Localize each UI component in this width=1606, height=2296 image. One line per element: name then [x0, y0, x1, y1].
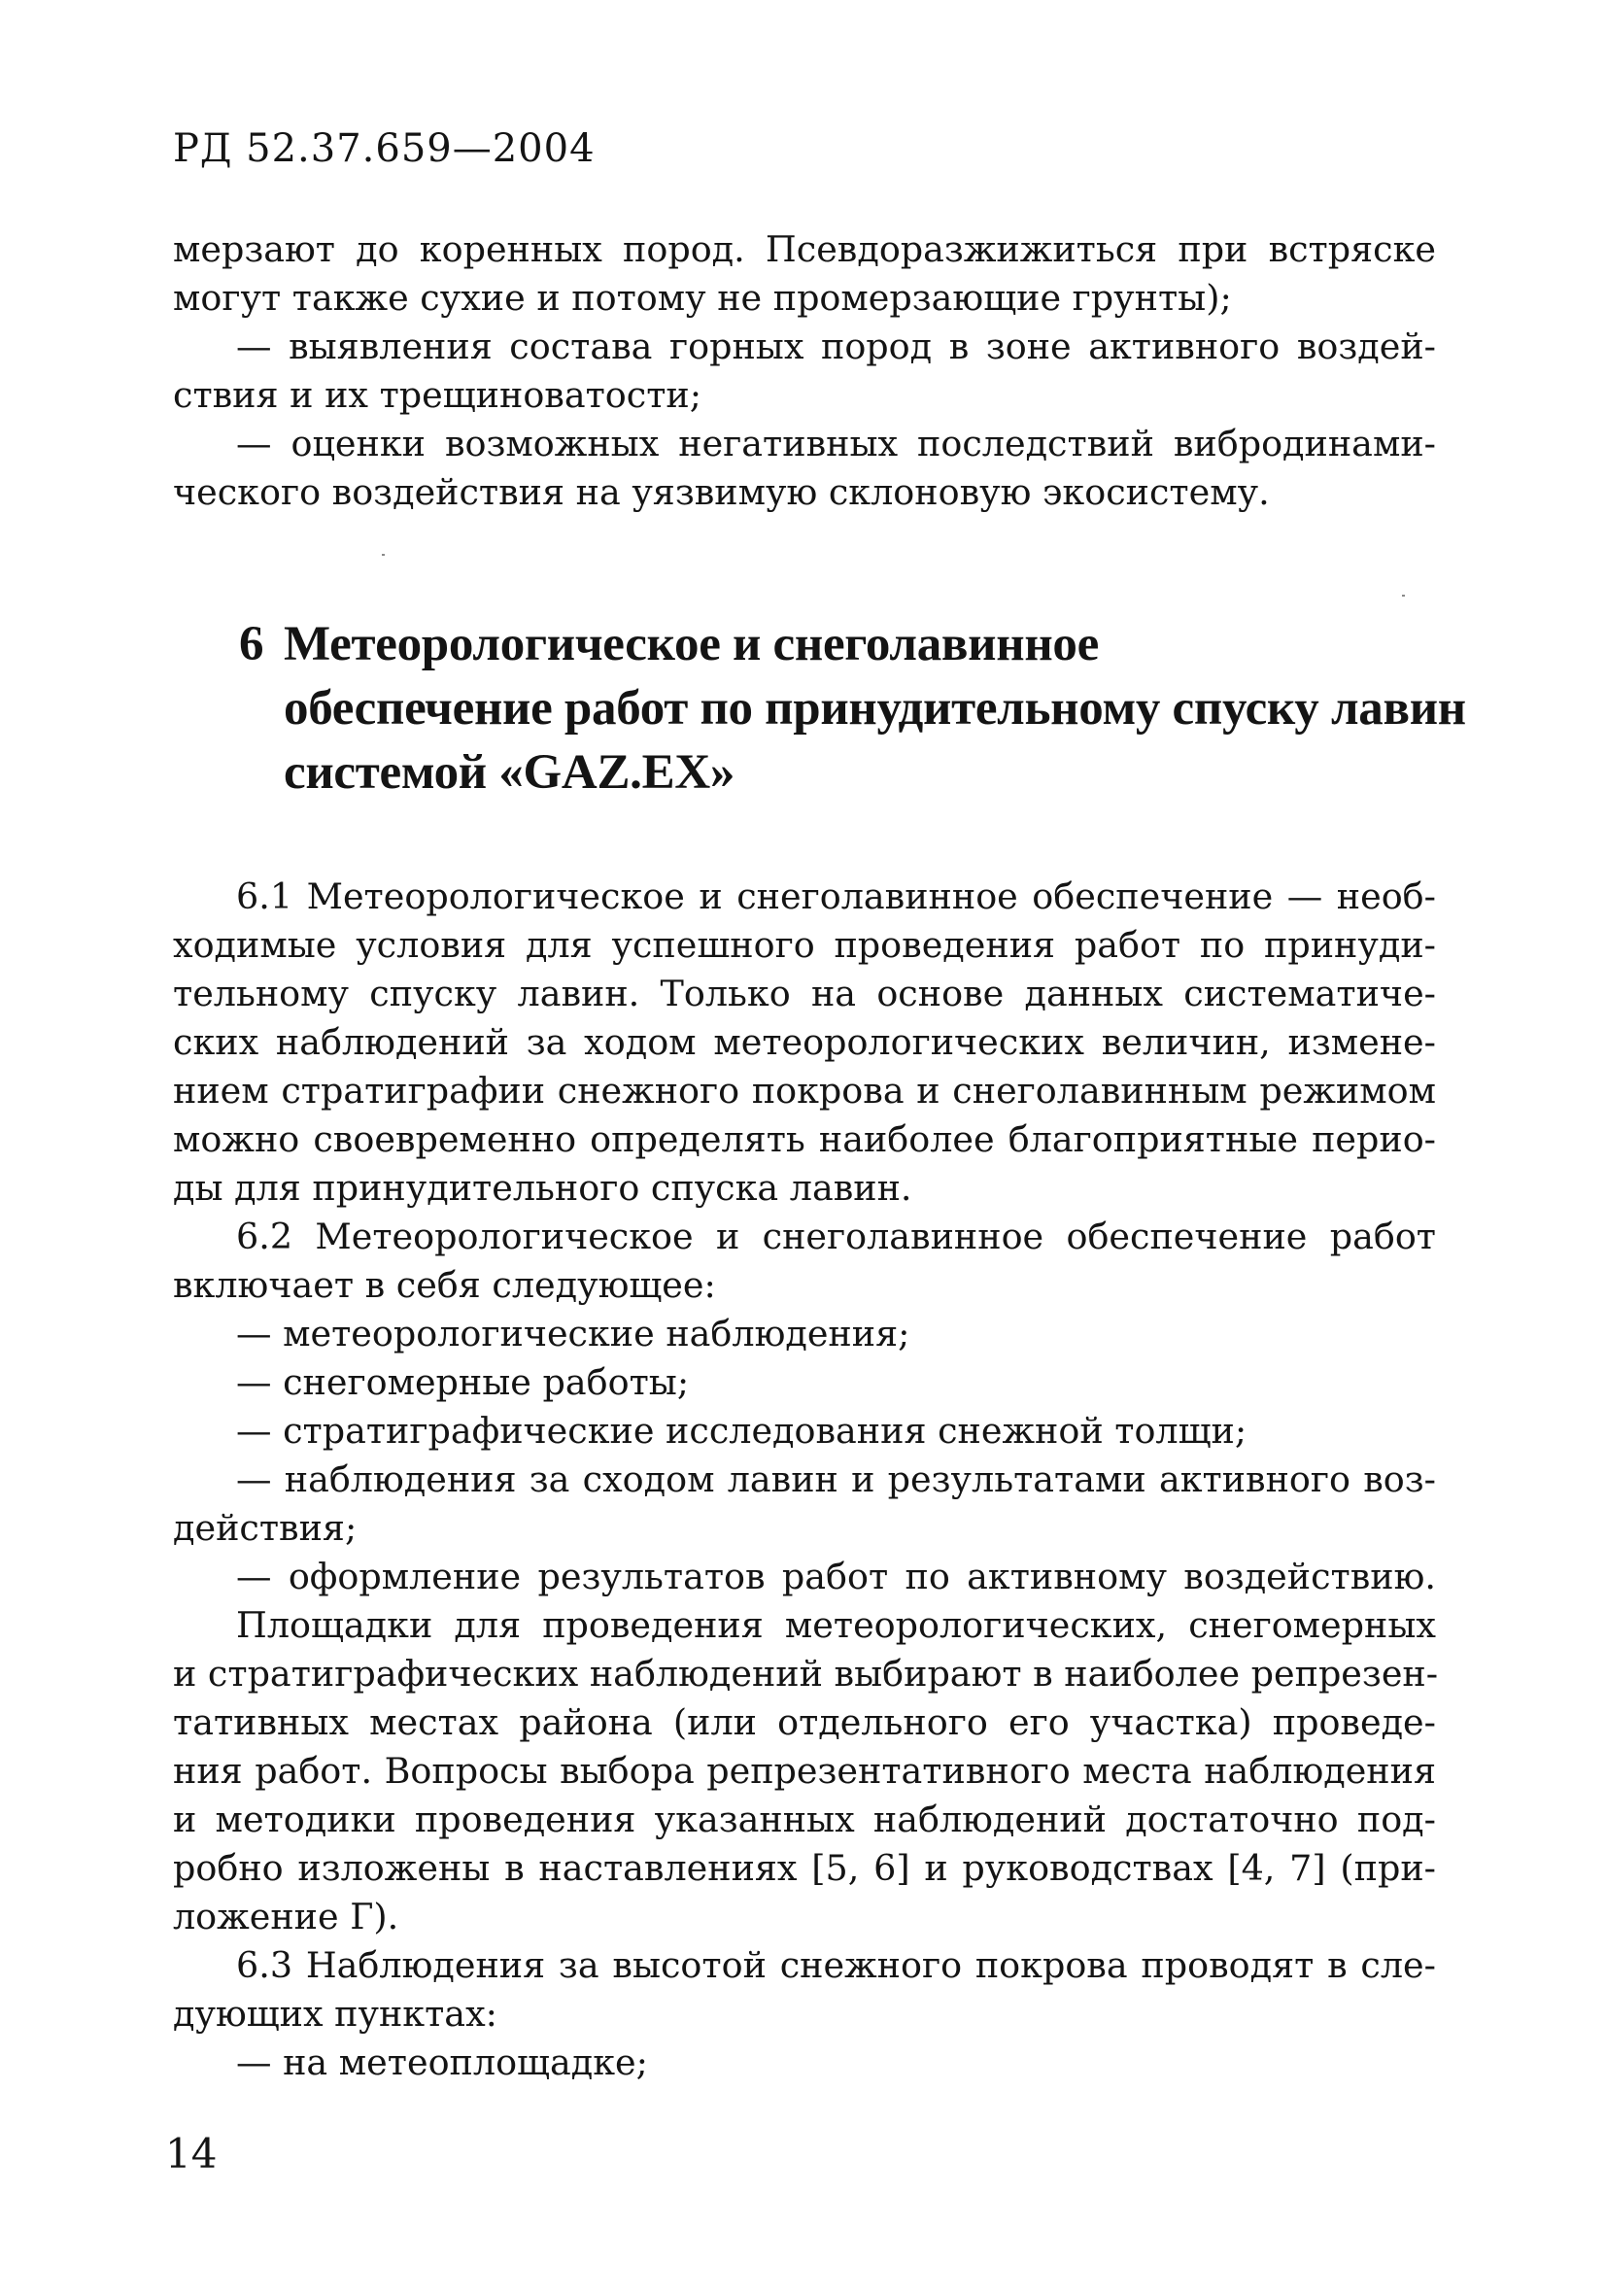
paragraph-line: ния работ. Вопросы выбора репрезентативного места наблюдения [173, 1750, 1436, 1792]
paragraph-line: нием стратиграфии снежного покрова и снеголавинным режимом [173, 1070, 1436, 1112]
list-item: — стратиграфические исследования снежной толщи; [236, 1410, 1247, 1452]
list-item: — на метеоплощадке; [236, 2041, 648, 2083]
section-title-line: обеспечение работ по принудительному спуску лавин [284, 681, 1466, 736]
scan-speck [1402, 595, 1405, 597]
paragraph-line: тативных местах района (или отдельного его участка) проведе- [173, 1701, 1436, 1743]
section-title-line: системой «GAZ.EX» [284, 745, 735, 800]
paragraph-line: ских наблюдений за ходом метеорологических величин, измене- [173, 1021, 1436, 1063]
text-line: могут также сухие и потому не промерзающие грунты); [173, 277, 1232, 319]
paragraph-line: робно изложены в наставлениях [5, 6] и руководствах [4, 7] (при- [173, 1847, 1436, 1889]
list-item: — оценки возможных негативных последствий вибродинами- [236, 423, 1436, 464]
text-line: ческого воздействия на уязвимую склоновую экосистему. [173, 471, 1270, 513]
section-number: 6 [239, 617, 264, 671]
paragraph-line: включает в себя следующее: [173, 1264, 716, 1306]
list-item: — оформление результатов работ по активному воздействию. [236, 1556, 1436, 1597]
paragraph-line: можно своевременно определять наиболее благоприятные перио- [173, 1118, 1436, 1160]
paragraph-line: Площадки для проведения метеорологических, снегомерных [236, 1604, 1436, 1646]
paragraph-line: 6.2 Метеорологическое и снеголавинное обеспечение работ [236, 1216, 1436, 1257]
list-item-continuation: действия; [173, 1507, 358, 1549]
paragraph-line: ды для принудительного спуска лавин. [173, 1167, 912, 1209]
paragraph-line: ходимые условия для успешного проведения работ по принуди- [173, 924, 1436, 966]
list-item: — метеорологические наблюдения; [236, 1313, 910, 1354]
paragraph-line: ложение Г). [173, 1896, 399, 1937]
paragraph-line: 6.3 Наблюдения за высотой снежного покрова проводят в сле- [236, 1944, 1436, 1986]
text-line: ствия и их трещиноватости; [173, 374, 702, 416]
paragraph-line: и методики проведения указанных наблюдений достаточно под- [173, 1799, 1436, 1840]
scan-speck [382, 554, 385, 556]
list-item: — наблюдения за сходом лавин и результатами активного воз- [236, 1458, 1436, 1500]
paragraph-line: и стратиграфических наблюдений выбирают в наиболее репрезен- [173, 1653, 1439, 1695]
text-line: мерзают до коренных пород. Псевдоразжижиться при встряске [173, 228, 1436, 270]
section-title-line: Метеорологическое и снеголавинное [284, 617, 1099, 671]
paragraph-line: 6.1 Метеорологическое и снеголавинное обеспечение — необ- [236, 875, 1436, 917]
paragraph-line: дующих пунктах: [173, 1993, 497, 2035]
document-code: РД 52.37.659—2004 [173, 126, 596, 171]
page-number: 14 [165, 2130, 218, 2177]
list-item: — выявления состава горных пород в зоне активного воздей- [236, 326, 1436, 367]
list-item: — снегомерные работы; [236, 1361, 690, 1403]
paragraph-line: тельному спуску лавин. Только на основе данных систематиче- [173, 973, 1436, 1014]
